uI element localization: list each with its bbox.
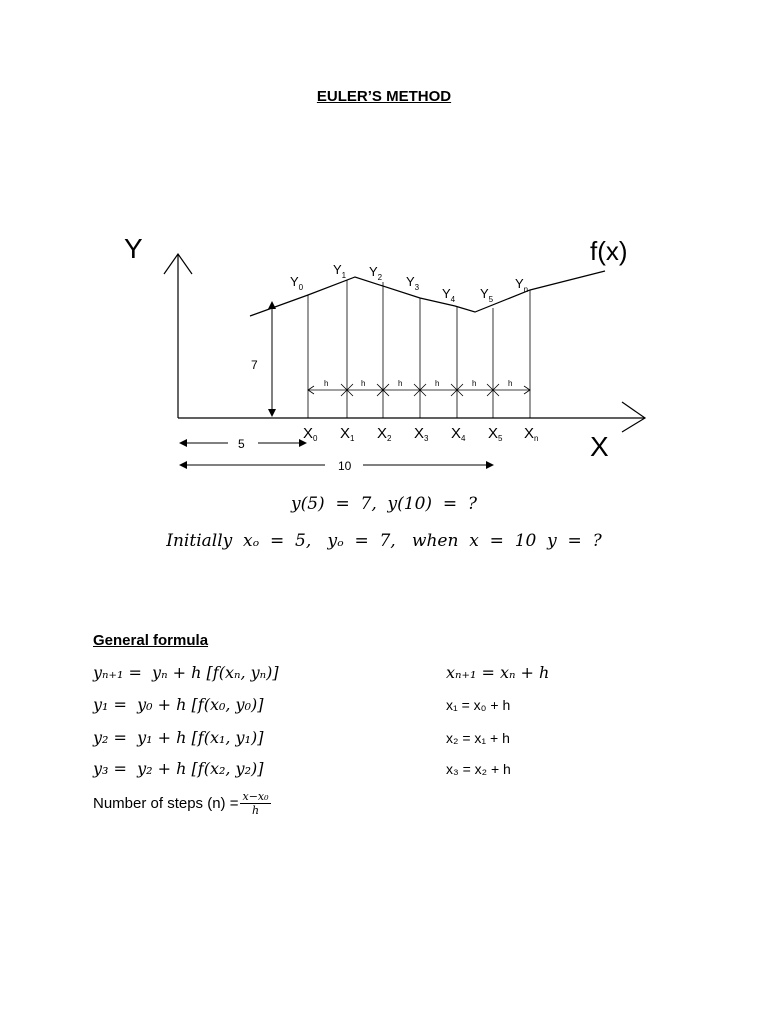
x-label-2: $X_2$ xyxy=(377,425,392,443)
formula-right-1: x₁ = x₀ + h xyxy=(446,697,511,713)
section-heading: General formula xyxy=(93,632,209,649)
steps-numerator: x−x₀ xyxy=(242,790,269,803)
y-label-3: $Y_3$ xyxy=(406,274,420,292)
y-label-1: $Y_1$ xyxy=(333,262,347,280)
h-intervals xyxy=(308,384,530,396)
x-label-4: $X_4$ xyxy=(451,425,466,443)
page-title: EULER’S METHOD xyxy=(316,88,452,105)
curve-label: f(x) xyxy=(590,236,628,266)
height-label: 7 xyxy=(251,358,258,372)
x-axis-label: X xyxy=(590,431,609,462)
y-label-4: $Y_4$ xyxy=(442,286,456,304)
h-label-1: h xyxy=(324,379,329,388)
y-label-5: $Y_5$ xyxy=(480,286,494,304)
formula-right-2: x₂ = x₁ + h xyxy=(446,730,510,746)
ordinates xyxy=(308,280,530,418)
steps-label: Number of steps (n) = xyxy=(93,795,239,812)
formula-right-main: xₙ₊₁ = xₙ + h xyxy=(446,663,550,682)
y-label-0: $Y_0$ xyxy=(290,274,304,292)
h-label-4: h xyxy=(435,379,440,388)
h-label-2: h xyxy=(361,379,366,388)
steps-formula xyxy=(93,790,271,817)
equation-line-2: Initially xₒ = 5, yₒ = 7, when x = 10 y = ? xyxy=(166,531,602,551)
y-axis-label: Y xyxy=(124,233,143,264)
h-label-5: h xyxy=(472,379,477,388)
steps-fraction xyxy=(240,790,270,817)
x-label-n: $X_n$ xyxy=(524,425,539,443)
x-label-1: $X_1$ xyxy=(340,425,355,443)
distance-label-5: 5 xyxy=(238,437,245,451)
euler-diagram xyxy=(0,220,768,480)
function-curve xyxy=(250,271,605,316)
formula-right-3: x₃ = x₂ + h xyxy=(446,761,511,777)
distance-label-10: 10 xyxy=(338,459,352,473)
x-label-0: $X_0$ xyxy=(303,425,318,443)
h-label-6: h xyxy=(508,379,513,388)
equation-line-1: y(5) = 7, y(10) = ? xyxy=(290,494,478,514)
formula-left-2: y₂ = y₁ + h [f(x₁, y₁)] xyxy=(93,728,264,747)
y-label-2: $Y_2$ xyxy=(369,264,383,282)
x-axis xyxy=(178,402,645,432)
y-axis xyxy=(164,254,192,418)
formula-left-1: y₁ = y₀ + h [f(x₀, y₀)] xyxy=(93,695,264,714)
h-label-3: h xyxy=(398,379,403,388)
x-label-5: $X_5$ xyxy=(488,425,503,443)
steps-denominator: h xyxy=(251,804,260,817)
y-label-n: $Y_n$ xyxy=(515,276,529,294)
x-label-3: $X_3$ xyxy=(414,425,429,443)
formula-left-0: yₙ₊₁ = yₙ + h [f(xₙ, yₙ)] xyxy=(93,663,279,682)
formula-left-3: y₃ = y₂ + h [f(x₂, y₂)] xyxy=(93,759,264,778)
